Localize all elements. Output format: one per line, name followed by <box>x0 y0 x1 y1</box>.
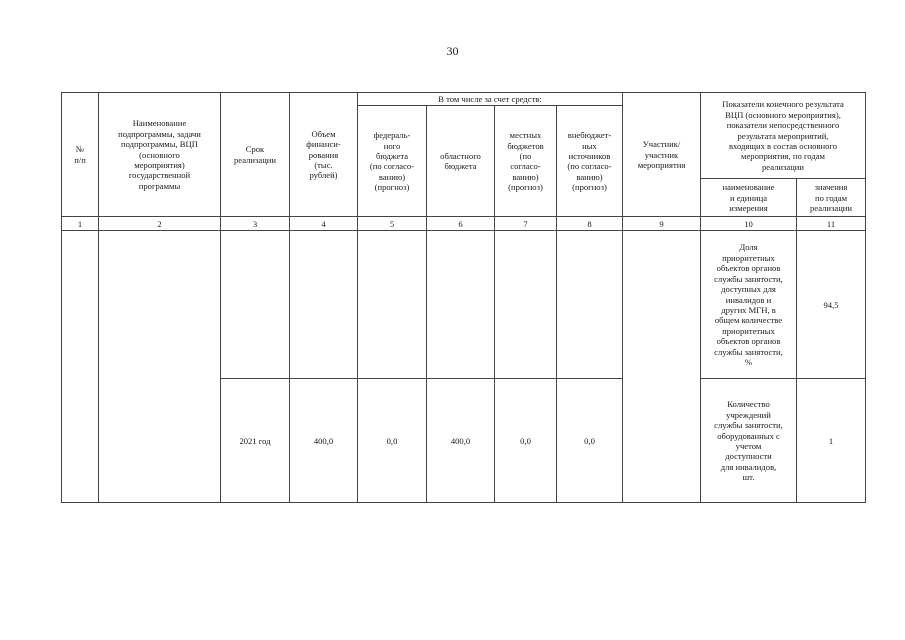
column-number: 5 <box>358 217 427 231</box>
cell-extrabudgetary: 0,0 <box>557 379 623 503</box>
cell-federal: 0,0 <box>358 379 427 503</box>
table-row <box>62 231 866 379</box>
column-number: 8 <box>557 217 623 231</box>
cell-indicator-name: Доля приоритетных объектов органов службы занятости, доступных для инвалидов и других МГН, в общем количестве приоритетных объектов органов службы занятости, % <box>701 231 797 379</box>
column-number: 11 <box>797 217 866 231</box>
header-funding-volume: Объем финанси- рования (тыс. рублей) <box>290 93 358 217</box>
column-number: 3 <box>221 217 290 231</box>
column-number: 10 <box>701 217 797 231</box>
header-regional-budget: областного бюджета <box>427 106 495 217</box>
cell-volume <box>290 231 358 379</box>
cell-extrabudgetary <box>557 231 623 379</box>
program-table <box>61 92 866 503</box>
header-participant: Участник/ участник мероприятия <box>623 93 701 217</box>
header-funding-sources: В том числе за счет средств: <box>358 93 623 106</box>
cell-period <box>221 231 290 379</box>
column-number: 4 <box>290 217 358 231</box>
header-indicators: Показатели конечного результата ВЦП (основного мероприятия), показатели непосредственного результата мероприятий, входящих в состав основного мероприятия, по годам реализации <box>701 93 866 179</box>
header-subprogram-name: Наименование подпрограммы, задачи подпрограммы, ВЦП (основного мероприятия) государственной программы <box>99 93 221 217</box>
header-extrabudgetary: внебюджет- ных источников (по согласо- ванию) (прогноз) <box>557 106 623 217</box>
header-indicator-name: наименование и единица измерения <box>701 179 797 217</box>
cell-volume: 400,0 <box>290 379 358 503</box>
header-period: Срок реализации <box>221 93 290 217</box>
cell-federal <box>358 231 427 379</box>
cell-indicator-name: Количество учреждений службы занятости, оборудованных с учетом доступности для инвалидов, шт. <box>701 379 797 503</box>
header-local-budgets: местных бюджетов (по согласо- ванию) (прогноз) <box>495 106 557 217</box>
cell-number <box>62 231 99 503</box>
column-number: 2 <box>99 217 221 231</box>
cell-indicator-value: 1 <box>797 379 866 503</box>
cell-subprogram-name <box>99 231 221 503</box>
cell-indicator-value: 94,5 <box>797 231 866 379</box>
cell-period: 2021 год <box>221 379 290 503</box>
cell-local <box>495 231 557 379</box>
cell-participant <box>623 231 701 503</box>
cell-local: 0,0 <box>495 379 557 503</box>
cell-regional: 400,0 <box>427 379 495 503</box>
column-number: 1 <box>62 217 99 231</box>
column-number: 6 <box>427 217 495 231</box>
column-number: 7 <box>495 217 557 231</box>
page-number: 30 <box>446 44 459 58</box>
column-number: 9 <box>623 217 701 231</box>
header-federal-budget: федераль- ного бюджета (по согласо- ванию) (прогноз) <box>358 106 427 217</box>
header-number: № п/п <box>62 93 99 217</box>
header-indicator-values: значения по годам реализации <box>797 179 866 217</box>
cell-regional <box>427 231 495 379</box>
